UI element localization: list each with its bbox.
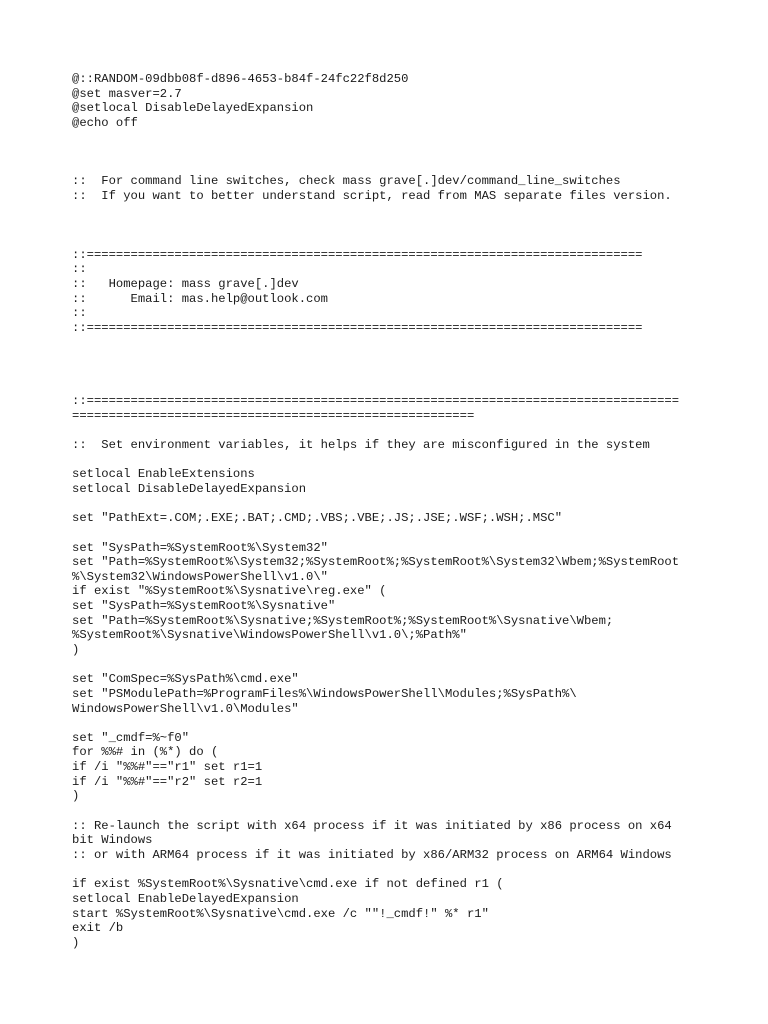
blank-line xyxy=(72,160,702,175)
code-line: bit Windows xyxy=(72,833,153,848)
blank-line xyxy=(72,204,702,219)
script-document xyxy=(72,72,702,950)
code-line: :: For command line switches, check mass grave[.]dev/command_line_switches xyxy=(72,174,621,189)
blank-line xyxy=(72,716,702,731)
blank-line xyxy=(72,350,702,365)
code-line: setlocal EnableExtensions xyxy=(72,467,255,482)
code-line: set "SysPath=%SystemRoot%\Sysnative" xyxy=(72,599,336,614)
code-line: ::============================================================================ xyxy=(72,247,643,262)
blank-line xyxy=(72,233,702,248)
code-line: @set masver=2.7 xyxy=(72,86,182,101)
blank-line xyxy=(72,526,702,541)
code-line: set "PathExt=.COM;.EXE;.BAT;.CMD;.VBS;.VBE;.JS;.JSE;.WSF;.WSH;.MSC" xyxy=(72,511,563,526)
code-line: ) xyxy=(72,789,80,804)
code-line: :: xyxy=(72,262,87,277)
code-line: ) xyxy=(72,935,80,950)
code-line: :: Re-launch the script with x64 process if it was initiated by x86 process on x64 xyxy=(72,818,672,833)
code-line: :: If you want to better understand script, read from MAS separate files version. xyxy=(72,189,672,204)
code-line: WindowsPowerShell\v1.0\Modules" xyxy=(72,701,299,716)
code-line: ) xyxy=(72,642,80,657)
code-line: :: Homepage: mass grave[.]dev xyxy=(72,276,299,291)
code-line: ======================================================= xyxy=(72,408,475,423)
code-line: :: Email: mas.help@outlook.com xyxy=(72,291,328,306)
code-line: set "ComSpec=%SysPath%\cmd.exe" xyxy=(72,672,299,687)
blank-line xyxy=(72,218,702,233)
blank-line xyxy=(72,453,702,468)
blank-line xyxy=(72,336,702,351)
code-line: @::RANDOM-09dbb08f-d896-4653-b84f-24fc22f8d250 xyxy=(72,72,409,86)
code-line: if /i "%%#"=="r1" set r1=1 xyxy=(72,760,263,775)
code-line: @echo off xyxy=(72,115,138,130)
code-line: exit /b xyxy=(72,921,124,936)
code-line: setlocal DisableDelayedExpansion xyxy=(72,481,307,496)
code-line: set "PSModulePath=%ProgramFiles%\WindowsPowerShell\Modules;%SysPath%\ xyxy=(72,686,577,701)
blank-line xyxy=(72,131,702,146)
code-line: set "_cmdf=%~f0" xyxy=(72,730,190,745)
code-line: for %%# in (%*) do ( xyxy=(72,745,219,760)
code-line: :: xyxy=(72,306,87,321)
code-line: :: Set environment variables, it helps if they are misconfigured in the system xyxy=(72,438,650,453)
code-line: set "Path=%SystemRoot%\Sysnative;%SystemRoot%;%SystemRoot%\Sysnative\Wbem; xyxy=(72,613,614,628)
blank-line xyxy=(72,423,702,438)
blank-line xyxy=(72,497,702,512)
code-line: %SystemRoot%\Sysnative\WindowsPowerShell\v1.0\;%Path%" xyxy=(72,628,467,643)
code-line: ::============================================================================ xyxy=(72,320,643,335)
code-line: setlocal EnableDelayedExpansion xyxy=(72,891,299,906)
blank-line xyxy=(72,379,702,394)
blank-line xyxy=(72,658,702,673)
blank-line xyxy=(72,145,702,160)
code-line: ::================================================================================= xyxy=(72,394,680,409)
code-line: :: or with ARM64 process if it was initiated by x86/ARM32 process on ARM64 Windows xyxy=(72,847,672,862)
blank-line xyxy=(72,804,702,819)
code-line: if exist "%SystemRoot%\Sysnative\reg.exe" ( xyxy=(72,584,387,599)
blank-line xyxy=(72,365,702,380)
code-line: start %SystemRoot%\Sysnative\cmd.exe /c ""!_cmdf!" %* r1" xyxy=(72,906,489,921)
code-line: @setlocal DisableDelayedExpansion xyxy=(72,101,314,116)
code-line: set "SysPath=%SystemRoot%\System32" xyxy=(72,540,328,555)
code-line: %\System32\WindowsPowerShell\v1.0\" xyxy=(72,569,328,584)
blank-line xyxy=(72,863,702,878)
code-line: if exist %SystemRoot%\Sysnative\cmd.exe if not defined r1 ( xyxy=(72,877,504,892)
code-line: set "Path=%SystemRoot%\System32;%SystemRoot%;%SystemRoot%\System32\Wbem;%SystemRoot xyxy=(72,555,680,570)
code-line: if /i "%%#"=="r2" set r2=1 xyxy=(72,774,263,789)
